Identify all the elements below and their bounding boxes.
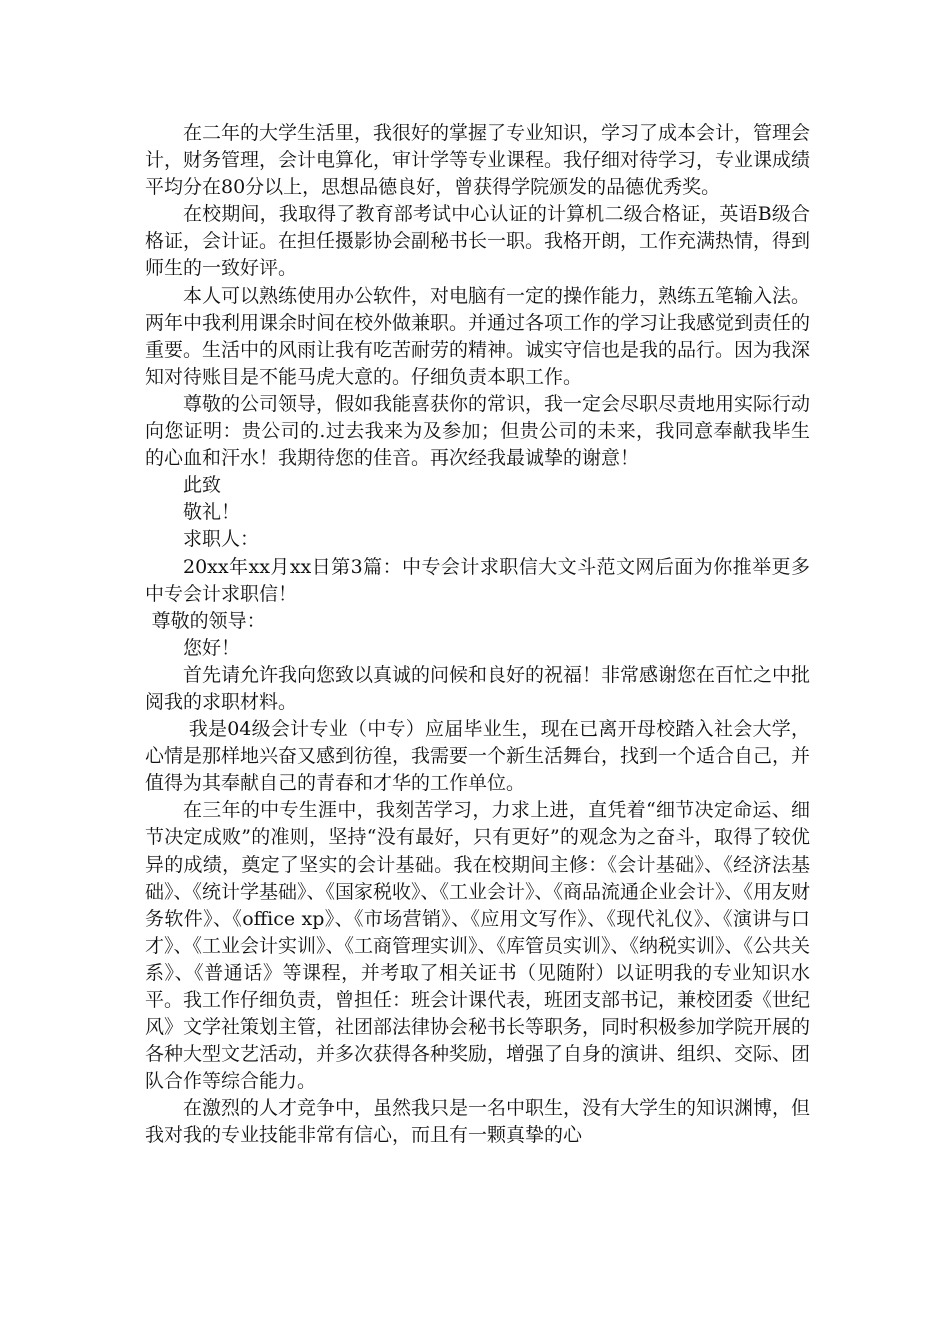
document-body [145, 120, 810, 1150]
date-and-next-article: 20xx年xx月xx日第3篇：中专会计求职信大文斗范文网后面为你推举更多中专会计求职信！ [145, 555, 810, 605]
paragraph-opening: 首先请允许我向您致以真诚的问候和良好的祝福！非常感谢您在百忙之中批阅我的求职材料。 [145, 663, 811, 713]
paragraph-courses-and-roles: 在三年的中专生涯中，我刻苦学习，力求上进，直凭着“细节决定命运、细节决定成败”的准则，坚持“没有最好，只有更好”的观念为之奋斗，取得了较优异的成绩，奠定了坚实的会计基础。我在校期间主修：《会计基础》、《经济法基础》、《统计学基础》、《国家税收》、《工业会计》、《商品流通企业会计》、《用友财务软件》、《office xp》、《市场营销》、《应用文写作》、《现代礼仪》、《演讲与口才》、《工业会计实训》、《工商管理实训》、《库管员实训》、《纳税实训》、《公共关系》、《普通话》等课程，并考取了相关证书（见随附）以证明我的专业知识水平。我工作仔细负责，曾担任：班会计课代表，班团支部书记，兼校团委《世纪风》文学社策划主管，社团部法律协会秘书长等职务，同时积极参加学院开展的各种大型文艺活动，并多次获得各种奖励，增强了自身的演讲、组织、交际、团队合作等综合能力。 [145, 799, 811, 1093]
paragraph-closing-appeal: 尊敬的公司领导，假如我能喜获你的常识，我一定会尽职尽责地用实际行动向您证明：贵公司的.过去我来为及参加；但贵公司的未来，我同意奉献我毕生的心血和汗水！我期待您的佳音。再次经我最诚挚的谢意！ [145, 392, 811, 470]
paragraph-introduction: 我是04级会计专业（中专）应届毕业生，现在已离开母校踏入社会大学，心情是那样地兴奋又感到彷徨，我需要一个新生活舞台，找到一个适合自己，并值得为其奉献自己的青春和才华的工作单位。 [145, 718, 811, 795]
greeting-hello: 您好！ [183, 636, 241, 659]
paragraph-competition: 在激烈的人才竞争中，虽然我只是一名中职生，没有大学生的知识渊博，但我对我的专业技能非常有信心，而且有一颗真挚的心 [145, 1097, 811, 1147]
closing-regards: 敬礼！ [183, 501, 241, 524]
paragraph-skills: 本人可以熟练使用办公软件，对电脑有一定的操作能力，熟练五笔输入法。两年中我利用课余时间在校外做兼职。并通过各项工作的学习让我感觉到责任的重要。生活中的风雨让我有吃苦耐劳的精神。诚实守信也是我的品行。因为我深知对待账目是不能马虎大意的。仔细负责本职工作。 [145, 284, 811, 388]
signature-applicant: 求职人： [183, 528, 260, 551]
greeting-recipient: 尊敬的领导： [151, 609, 266, 632]
paragraph-certificates: 在校期间，我取得了教育部考试中心认证的计算机二级合格证，英语B级合格证，会计证。在担任摄影协会副秘书长一职。我格开朗，工作充满热情，得到师生的一致好评。 [145, 203, 811, 280]
paragraph-university-study: 在二年的大学生活里，我很好的掌握了专业知识，学习了成本会计，管理会计，财务管理，会计电算化，审计学等专业课程。我仔细对待学习，专业课成绩平均分在80分以上，思想品德良好，曾获得学院颁发的品德优秀奖。 [145, 122, 811, 199]
closing-salutation: 此致 [183, 474, 222, 497]
